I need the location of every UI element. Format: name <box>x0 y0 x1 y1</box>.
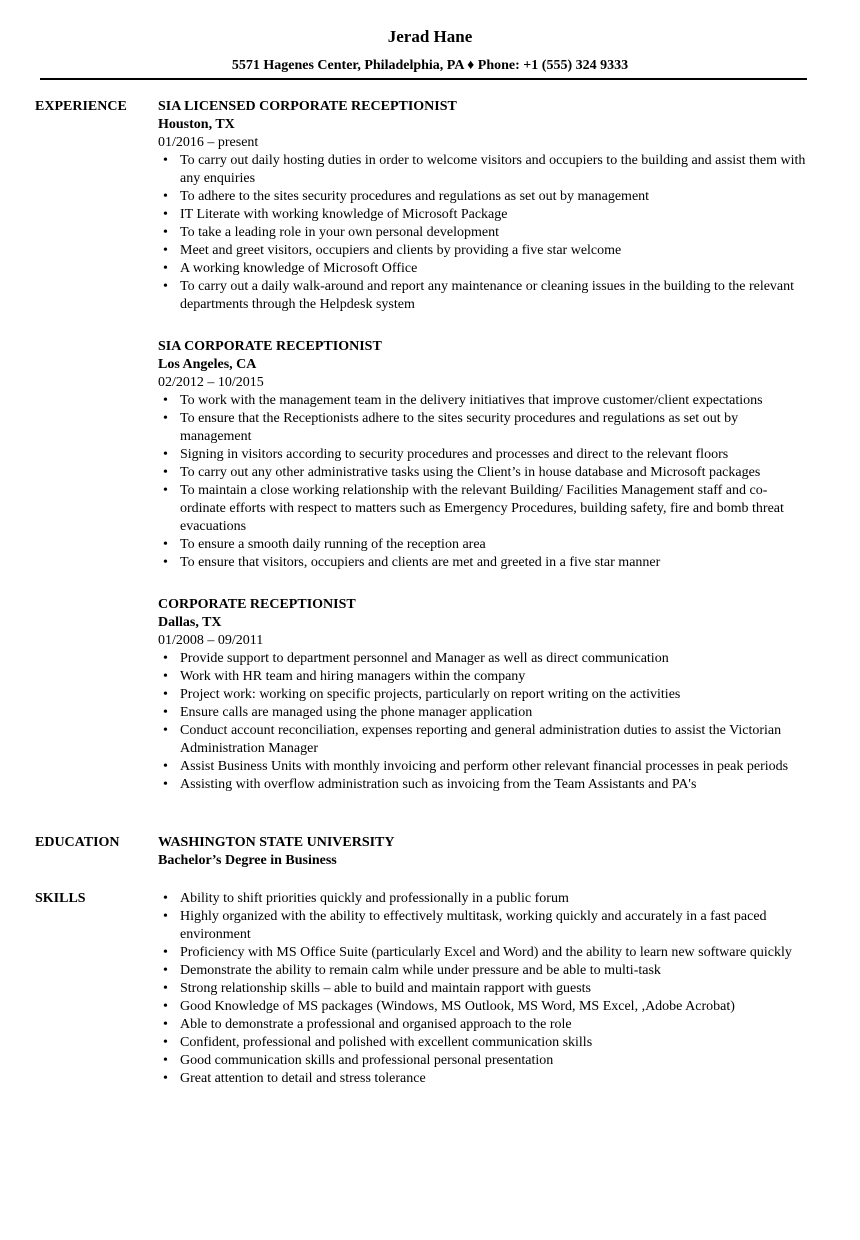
job-bullets <box>158 650 808 794</box>
job-bullet: • Work with HR team and hiring managers within the company <box>158 668 808 686</box>
job-bullet: • Meet and greet visitors, occupiers and clients by providing a five star welcome <box>158 242 808 260</box>
job-bullet: • Ensure calls are managed using the phone manager application <box>158 704 808 722</box>
job-bullet: • To maintain a close working relationship with the relevant Building/ Facilities Management staff and co-ordinate efforts with respect to matters such as Emergency Procedures, building safety, fire and bomb threat evacuations <box>158 482 808 536</box>
job-bullet: • To adhere to the sites security procedures and regulations as set out by management <box>158 188 808 206</box>
section-label-skills: SKILLS <box>35 891 86 906</box>
job-bullet: • To ensure a smooth daily running of the reception area <box>158 536 808 554</box>
skill-item: • Able to demonstrate a professional and organised approach to the role <box>158 1016 808 1034</box>
job-bullet: • Provide support to department personnel and Manager as well as direct communication <box>158 650 808 668</box>
section-label-education: EDUCATION <box>35 835 120 850</box>
skill-item: • Demonstrate the ability to remain calm while under pressure and be able to multi-task <box>158 962 808 980</box>
skill-item: • Great attention to detail and stress tolerance <box>158 1070 808 1088</box>
skills-list <box>158 890 808 1088</box>
job-bullet: • Conduct account reconciliation, expenses reporting and general administration duties to assist the Victorian Administration Manager <box>158 722 808 758</box>
job-entry <box>158 338 808 572</box>
skills-entry <box>158 890 808 1088</box>
job-bullet: • Assisting with overflow administration such as invoicing from the Team Assistants and PA's <box>158 776 808 794</box>
education-entry <box>158 834 808 870</box>
job-dates: 01/2008 – 09/2011 <box>158 633 264 648</box>
job-title: SIA LICENSED CORPORATE RECEPTIONIST <box>158 99 457 114</box>
degree-name: Bachelor’s Degree in Business <box>158 853 337 868</box>
job-title: SIA CORPORATE RECEPTIONIST <box>158 339 382 354</box>
job-location: Los Angeles, CA <box>158 357 257 372</box>
job-bullet: • To ensure that visitors, occupiers and clients are met and greeted in a five star manner <box>158 554 808 572</box>
job-bullet: • To ensure that the Receptionists adhere to the sites security procedures and regulations as set out by management <box>158 410 808 446</box>
job-bullet: • To carry out daily hosting duties in order to welcome visitors and occupiers to the building and assist them with any enquiries <box>158 152 808 188</box>
job-dates: 02/2012 – 10/2015 <box>158 375 264 390</box>
skill-item: • Good Knowledge of MS packages (Windows, MS Outlook, MS Word, MS Excel, ,Adobe Acrobat) <box>158 998 808 1016</box>
skill-item: • Highly organized with the ability to effectively multitask, working quickly and accurately in a fast paced environment <box>158 908 808 944</box>
job-bullet: • IT Literate with working knowledge of Microsoft Package <box>158 206 808 224</box>
contact-line: 5571 Hagenes Center, Philadelphia, PA ♦ Phone: +1 (555) 324 9333 <box>231 58 629 73</box>
job-entry <box>158 596 808 794</box>
job-location: Houston, TX <box>158 117 235 132</box>
skill-item: • Ability to shift priorities quickly and professionally in a public forum <box>158 890 808 908</box>
job-bullet: • Project work: working on specific projects, particularly on report writing on the activities <box>158 686 808 704</box>
job-dates: 01/2016 – present <box>158 135 259 150</box>
job-entry <box>158 98 808 314</box>
job-bullet: • Assist Business Units with monthly invoicing and perform other relevant financial processes in peak periods <box>158 758 808 776</box>
candidate-name: Jerad Hane <box>387 27 473 46</box>
skill-item: • Proficiency with MS Office Suite (particularly Excel and Word) and the ability to learn new software quickly <box>158 944 808 962</box>
skill-item: • Strong relationship skills – able to build and maintain rapport with guests <box>158 980 808 998</box>
job-bullet: • A working knowledge of Microsoft Office <box>158 260 808 278</box>
resume-header <box>0 27 860 75</box>
job-title: CORPORATE RECEPTIONIST <box>158 597 356 612</box>
skill-item: • Confident, professional and polished with excellent communication skills <box>158 1034 808 1052</box>
job-bullet: • To carry out any other administrative tasks using the Client’s in house database and Microsoft packages <box>158 464 808 482</box>
skill-item: • Good communication skills and professional personal presentation <box>158 1052 808 1070</box>
school-name: WASHINGTON STATE UNIVERSITY <box>158 835 395 850</box>
job-bullet: • Signing in visitors according to security procedures and processes and direct to the relevant floors <box>158 446 808 464</box>
job-location: Dallas, TX <box>158 615 222 630</box>
job-bullets <box>158 392 808 572</box>
job-bullet: • To work with the management team in the delivery initiatives that improve customer/client expectations <box>158 392 808 410</box>
experience-list <box>158 98 808 818</box>
job-bullets <box>158 152 808 314</box>
job-bullet: • To carry out a daily walk-around and report any maintenance or cleaning issues in the building to the relevant departments through the Helpdesk system <box>158 278 808 314</box>
header-divider <box>40 78 807 80</box>
section-label-experience: EXPERIENCE <box>35 99 127 114</box>
job-bullet: • To take a leading role in your own personal development <box>158 224 808 242</box>
